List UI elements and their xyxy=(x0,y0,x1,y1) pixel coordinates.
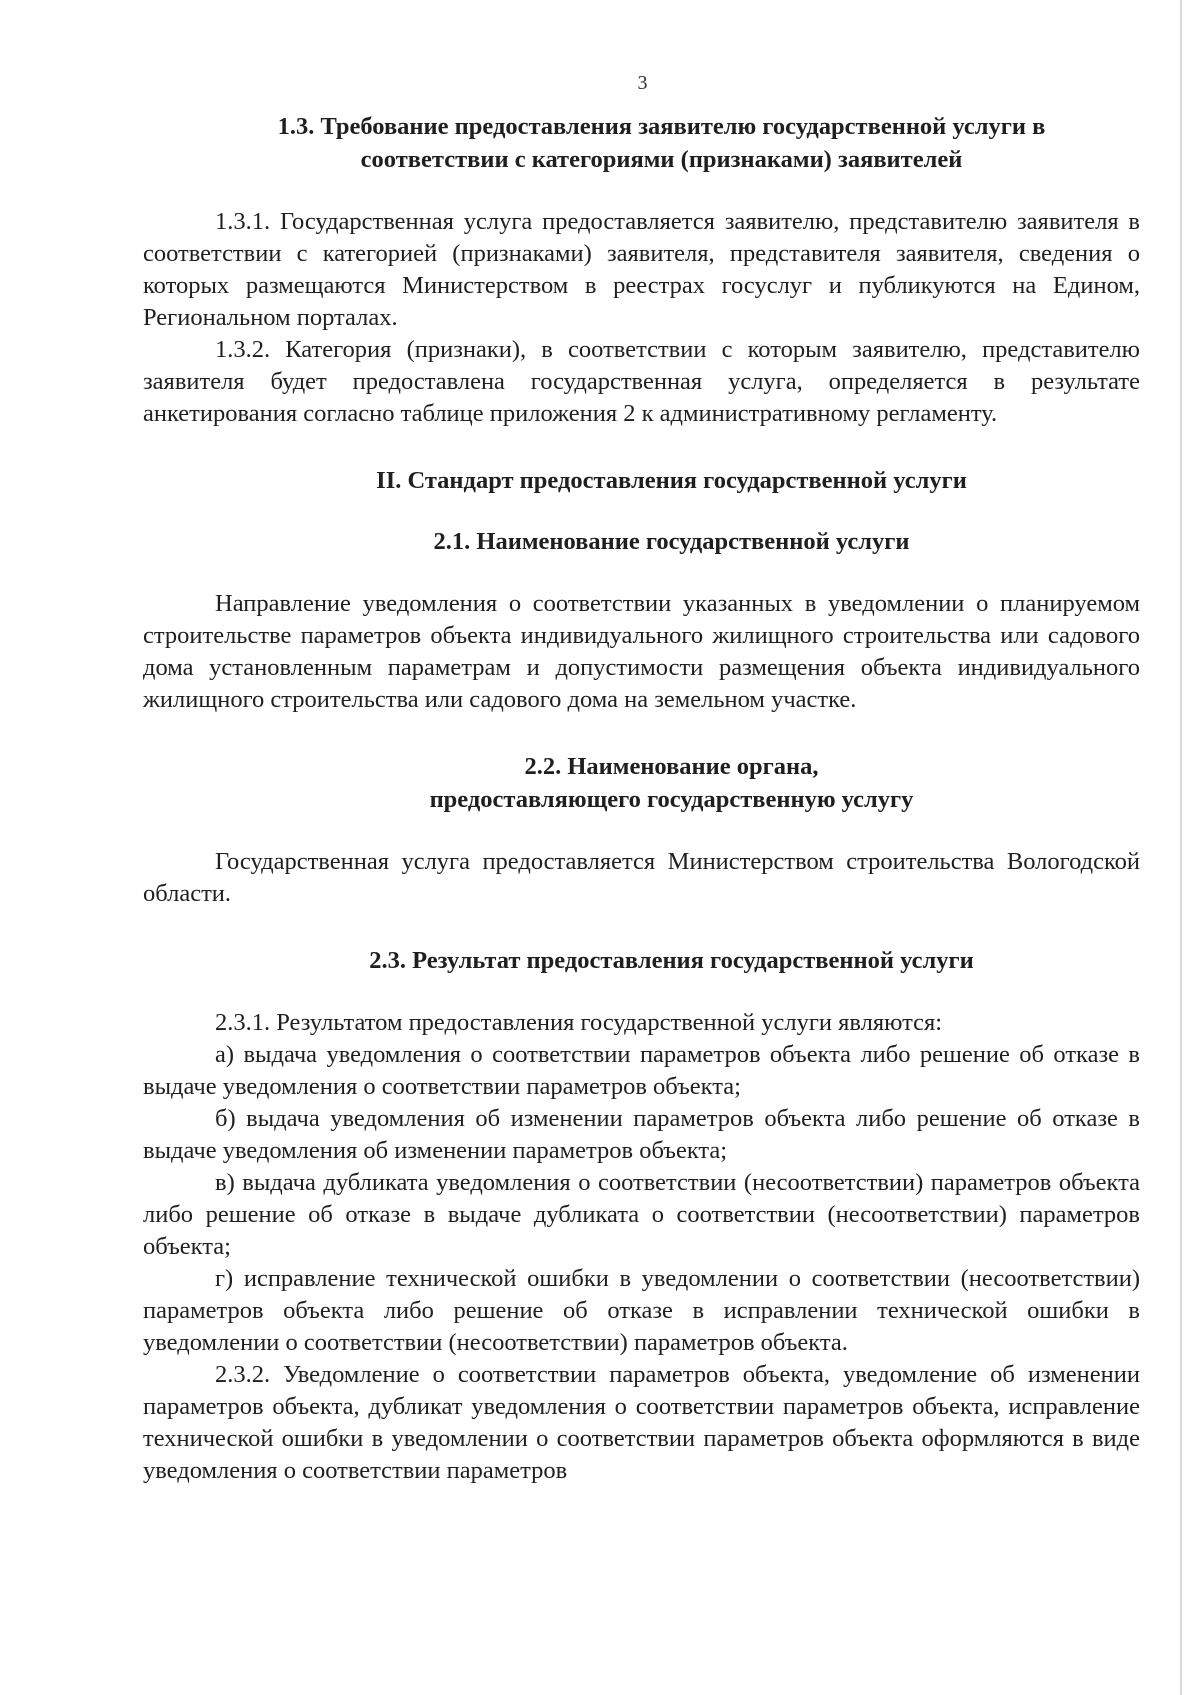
heading-1-3 xyxy=(183,110,1140,176)
paragraph-2-3-2: 2.3.2. Уведомление о соответствии параметров объекта, уведомление об изменении параметров объекта, дубликат уведомления о соответствии параметров объекта, исправление технической ошибки в уведомлении о соответствии параметров объекта оформляются в виде уведомления о соответствии параметров xyxy=(143,1361,1140,1484)
list-item-g: г) исправление технической ошибки в уведомлении о соответствии (несоответствии) параметров объекта либо решение об отказе в исправлении технической ошибки в уведомлении о соответствии (несоответствии) параметров объекта. xyxy=(143,1265,1140,1356)
paragraph-1-3-1: 1.3.1. Государственная услуга предоставляется заявителю, представителю заявителя в соответствии с категорией (признаками) заявителя, представителя заявителя, сведения о которых размещаются Министерством в реестрах госуслуг и публикуются на Едином, Региональном порталах. xyxy=(143,208,1140,331)
paragraph-1-3-2: 1.3.2. Категория (признаки), в соответствии с которым заявителю, представителю заявителя будет предоставлена государственная услуга, определяется в результате анкетирования согласно таблице приложения 2 к административному регламенту. xyxy=(143,336,1140,427)
heading-2-1: 2.1. Наименование государственной услуги xyxy=(433,528,910,555)
page-number: 3 xyxy=(637,72,648,94)
heading-1-3-line-2: соответствии с категориями (признаками) заявителей xyxy=(360,146,963,173)
heading-2-2 xyxy=(203,750,1140,816)
heading-1-3-line-1: 1.3. Требование предоставления заявителю государственной услуги в xyxy=(277,113,1046,140)
document-body xyxy=(143,110,1140,1487)
heading-2-2-line-1: 2.2. Наименование органа, xyxy=(524,753,819,780)
list-item-a: а) выдача уведомления о соответствии параметров объекта либо решение об отказе в выдаче уведомления о соответствии параметров объекта; xyxy=(143,1041,1140,1100)
heading-section-2: II. Стандарт предоставления государственной услуги xyxy=(376,467,967,494)
paragraph-2-2: Государственная услуга предоставляется Министерством строительства Вологодской области. xyxy=(143,848,1140,907)
heading-2-2-line-2: предоставляющего государственную услугу xyxy=(429,786,914,813)
paragraph-2-1: Направление уведомления о соответствии указанных в уведомлении о планируемом строительстве параметров объекта индивидуального жилищного строительства или садового дома установленным параметрам и допустимости размещения объекта индивидуального жилищного строительства или садового дома на земельном участке. xyxy=(143,590,1140,713)
paragraph-2-3-1: 2.3.1. Результатом предоставления государственной услуги являются: xyxy=(215,1009,943,1036)
list-item-b: б) выдача уведомления об изменении параметров объекта либо решение об отказе в выдаче уведомления об изменении параметров объекта; xyxy=(143,1105,1140,1164)
heading-2-3: 2.3. Результат предоставления государственной услуги xyxy=(369,947,974,974)
list-item-v: в) выдача дубликата уведомления о соответствии (несоответствии) параметров объекта либо решение об отказе в выдаче дубликата о соответствии (несоответствии) параметров объекта; xyxy=(143,1169,1140,1260)
page-edge-line xyxy=(1180,0,1182,1695)
